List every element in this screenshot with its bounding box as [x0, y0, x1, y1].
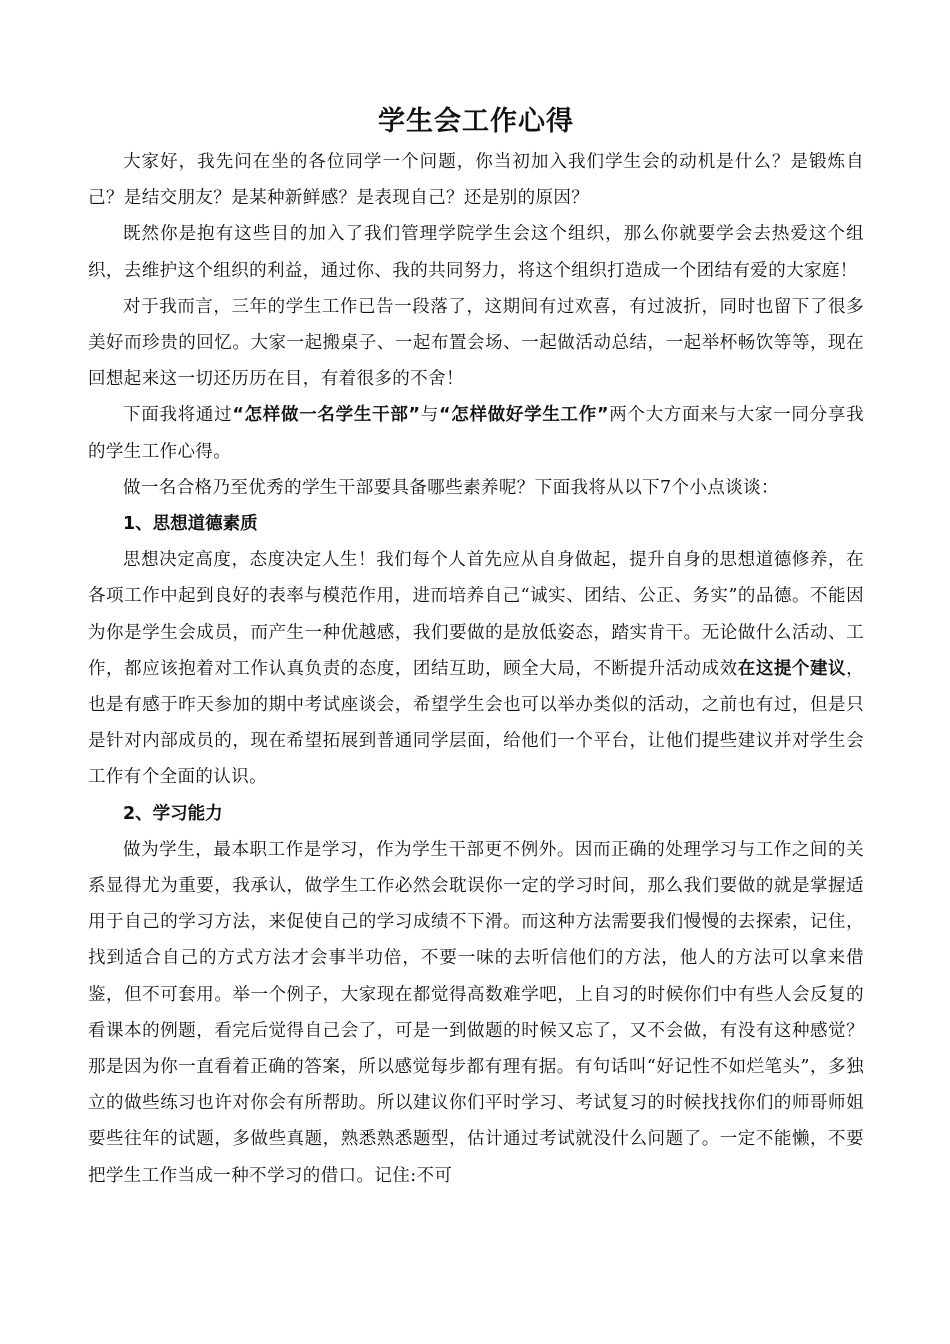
- intro-p4-text-1: 下面我将通过: [123, 405, 233, 426]
- intro-paragraph-3: 对于我而言，三年的学生工作已告一段落了，这期间有过欢喜，有过波折，同时也留下了很多美好而珍贵的回忆。大家一起搬桌子、一起布置会场、一起做活动总结，一起举杯畅饮等等，现在回想起来这一切还历历在目，有着很多的不舍！: [88, 296, 864, 390]
- intro-paragraph-1: 大家好，我先问在坐的各位同学一个问题，你当初加入我们学生会的动机是什么？是锻炼自己？是结交朋友？是某种新鲜感？是表现自己？还是别的原因？: [88, 152, 864, 209]
- intro-paragraph-5: 做一名合格乃至优秀的学生干部要具备哪些素养呢？下面我将从以下7个小点谈谈：: [123, 477, 779, 498]
- intro-p4-bold-1: “怎样做一名学生干部”: [232, 405, 421, 426]
- intro-paragraph-4: [88, 397, 864, 469]
- intro-p4-bold-2: “怎样做好学生工作”: [439, 405, 609, 426]
- section-1-heading: 1、思想道德素质: [123, 514, 258, 535]
- section-1-text-2: ，也是有感于昨天参加的期中考试座谈会，希望学生会也可以举办类似的活动，之前也有过，但是只是针对内部成员的，现在希望拓展到普通同学层面，给他们一个平台，让他们提些建议并对学生会工作有个全面的认识。: [88, 658, 864, 788]
- intro-p4-text-2: 与: [420, 405, 439, 426]
- document-title: 学生会工作心得: [378, 106, 574, 137]
- section-1-paragraph: [88, 542, 864, 795]
- document-body: [88, 100, 864, 1194]
- section-2-heading: 2、学习能力: [123, 803, 223, 824]
- intro-paragraph-2: 既然你是抱有这些目的加入了我们管理学院学生会这个组织，那么你就要学会去热爱这个组织，去维护这个组织的利益，通过你、我的共同努力，将这个组织打造成一个团结有爱的大家庭！: [88, 224, 864, 281]
- intro-p4-text-3: 两个大方面来与大家一同分享我的学生工作心得。: [88, 405, 864, 462]
- section-2-paragraph: 做为学生，最本职工作是学习，作为学生干部更不例外。因而正确的处理学习与工作之间的关系显得尤为重要，我承认，做学生工作必然会耽误你一定的学习时间，那么我们要做的就是掌握适用于自己的学习方法，来促使自己的学习成绩不下滑。而这种方法需要我们慢慢的去探索，记住，找到适合自己的方式方法才会事半功倍，不要一味的去听信他们的方法，他人的方法可以拿来借鉴，但不可套用。举一个例子，大家现在都觉得高数难学吧，上自习的时候你们中有些人会反复的看课本的例题，看完后觉得自己会了，可是一到做题的时候又忘了，又不会做，有没有这种感觉？那是因为你一直看着正确的答案，所以感觉每步都有理有据。有句话叫“好记性不如烂笔头”，多独立的做些练习也许对你会有所帮助。所以建议你们平时学习、考试复习的时候找找你们的师哥师姐要些往年的试题，多做些真题，熟悉熟悉题型，估计通过考试就没什么问题了。一定不能懒，不要把学生工作当成一种不学习的借口。记住:不可: [88, 839, 864, 1186]
- section-1-bold: 在这提个建议: [737, 658, 847, 679]
- section-1-text-1: 思想决定高度，态度决定人生！我们每个人首先应从自身做起，提升自身的思想道德修养，在各项工作中起到良好的表率与模范作用，进而培养自己“诚实、团结、公正、务实”的品德。不能因为你是学生会成员，而产生一种优越感，我们要做的是放低姿态，踏实肯干。无论做什么活动、工作，都应该抱着对工作认真负责的态度，团结互助，顾全大局，不断提升活动成效: [88, 550, 864, 679]
